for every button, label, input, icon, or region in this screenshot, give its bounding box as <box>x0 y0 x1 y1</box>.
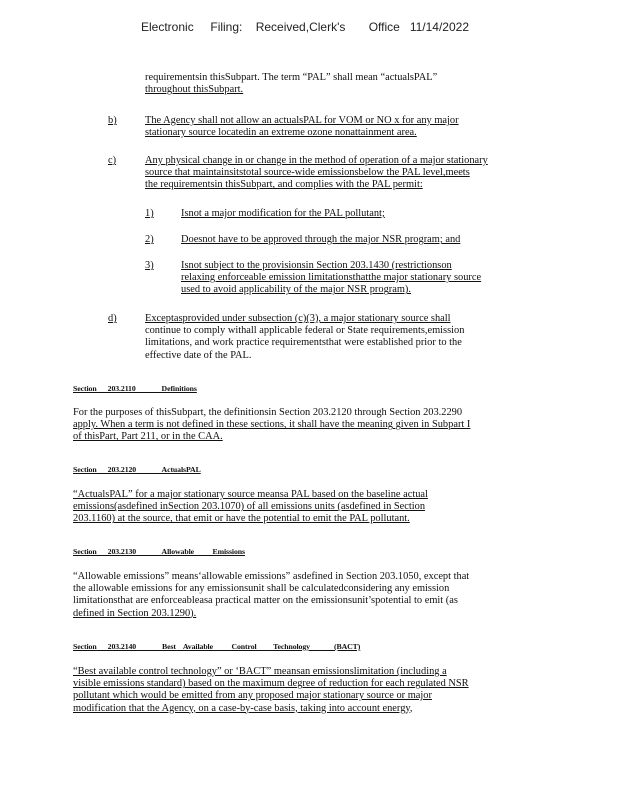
subitem-3-paragraph <box>181 260 481 297</box>
text-line: emissions(asdefined inSection 203.1070) of all emissions units (asdefined in Section <box>73 501 426 513</box>
text-line: relaxing enforceable emission limitationsthatthe major stationary source <box>181 272 482 284</box>
subitem-label-3: 3) <box>145 260 154 271</box>
text-line: For the purposes of thisSubpart, the definitionsin Section 203.2120 through Section 203.2290 <box>73 407 463 418</box>
item-b-paragraph <box>145 115 459 139</box>
section-heading-203-2140: Section 203.2140 Best Available Control Technology (BACT) <box>73 642 361 651</box>
section-heading-203-2120: Section 203.2120 ActualsPAL <box>73 465 201 474</box>
text-line: Exceptasprovided under subsection (c)(3), a major stationary source shall <box>145 313 451 324</box>
item-label-d: d) <box>108 313 117 324</box>
text-line: pollutant which would be emitted from any proposed major stationary source or major <box>73 690 432 702</box>
section-203-2130-body <box>73 571 469 620</box>
section-heading-203-2130: Section 203.2130 Allowable Emissions <box>73 547 245 556</box>
section-203-2120-body <box>73 489 428 526</box>
intro-paragraph <box>145 72 437 96</box>
text-line: The Agency shall not allow an actualsPAL for VOM or NO x for any major <box>145 115 459 126</box>
item-label-b: b) <box>108 115 117 126</box>
item-d-paragraph <box>145 313 464 362</box>
text-line: limitations, and work practice requirementsthat were established prior to the <box>145 337 462 349</box>
text-line: the requirementsin thisSubpart, and complies with the PAL permit: <box>145 179 423 191</box>
filing-header: Electronic Filing: Received,Clerk's Office 11/14/2022 <box>141 20 469 34</box>
text-line: stationary source locatedin an extreme ozone nonattainment area. <box>145 127 417 139</box>
text-line: visible emissions standard) based on the maximum degree of reduction for each regulated NSR <box>73 678 469 690</box>
text-line: limitationsthat are enforceableasa practical matter on the emissionsunit’spotential to emit (as <box>73 595 458 607</box>
item-label-c: c) <box>108 155 117 166</box>
item-c-paragraph <box>145 155 488 192</box>
text-line: used to avoid applicability of the major NSR program). <box>181 284 411 296</box>
text-line: apply. When a term is not defined in these sections, it shall have the meaning given in Subpart I <box>73 419 471 431</box>
text-line: “Allowable emissions” means‘allowable emissions” asdefined in Section 203.1050, except that <box>73 571 470 582</box>
text-line: effective date of the PAL. <box>145 349 252 361</box>
text-line: of thisPart, Part 211, or in the CAA. <box>73 431 223 443</box>
text-line: requirementsin thisSubpart. The term “PAL” shall mean “actualsPAL” <box>145 72 438 83</box>
section-heading-203-2110: Section 203.2110 Definitions <box>73 384 197 393</box>
section-203-2140-body <box>73 666 469 715</box>
text-line: “ActualsPAL” for a major stationary source meansa PAL based on the baseline actual <box>73 489 428 500</box>
text-line: Isnot a major modification for the PAL pollutant; <box>181 208 385 219</box>
subitem-label-1: 1) <box>145 208 154 219</box>
text-line: source that maintainsitstotal source-wide emissionsbelow the PAL level,meets <box>145 167 470 179</box>
text-line: the allowable emissions for any emissionsunit shall be calculatedconsidering any emission <box>73 583 450 595</box>
text-line: throughout thisSubpart. <box>145 84 244 96</box>
section-203-2110-body <box>73 407 470 444</box>
subitem-1-paragraph <box>181 208 385 220</box>
text-line: 203.1160) at the source, that emit or have the potential to emit the PAL pollutant. <box>73 513 410 525</box>
text-line: Doesnot have to be approved through the major NSR program; and <box>181 234 461 245</box>
text-line: “Best available control technology” or ‘BACT” meansan emissionslimitation (including a <box>73 666 447 677</box>
text-line: Any physical change in or change in the method of operation of a major stationary <box>145 155 488 166</box>
text-line: modification that the Agency, on a case-by-case basis, taking into account energy, <box>73 702 413 714</box>
text-line: defined in Section 203.1290). <box>73 607 197 619</box>
text-line: Isnot subject to the provisionsin Section 203.1430 (restrictionson <box>181 260 452 271</box>
subitem-2-paragraph <box>181 234 460 246</box>
subitem-label-2: 2) <box>145 234 154 245</box>
text-line: continue to comply withall applicable federal or State requirements,emission <box>145 325 465 337</box>
